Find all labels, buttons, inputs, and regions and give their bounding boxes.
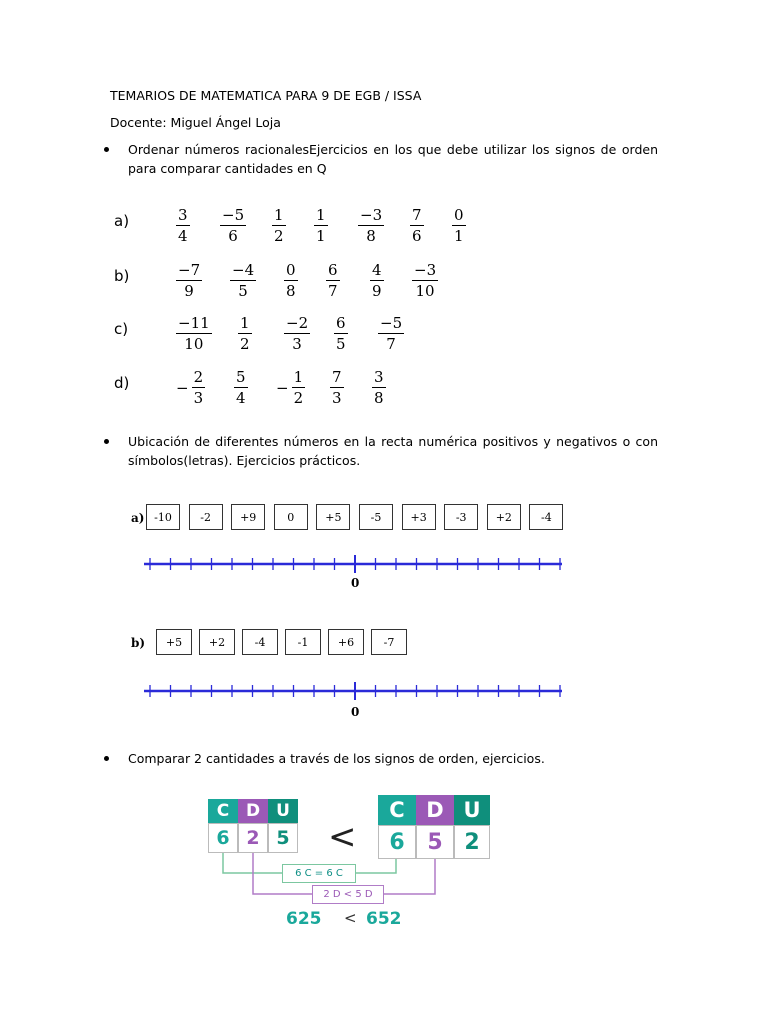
left-digit-d: 2 [238, 823, 268, 853]
fraction-bar [238, 333, 252, 334]
denominator: 9 [372, 282, 382, 300]
number-box: +6 [328, 629, 364, 655]
number-line [140, 679, 580, 703]
bullet-1 [104, 147, 109, 152]
denominator: 2 [240, 335, 250, 353]
number-box: -3 [444, 504, 478, 530]
result-right: 652 [366, 909, 402, 929]
fraction [326, 261, 340, 300]
fraction [452, 206, 466, 245]
number-box: -2 [189, 504, 223, 530]
fraction [176, 261, 202, 300]
fraction-bar [452, 225, 466, 226]
denominator: 6 [412, 227, 422, 245]
fraction [314, 206, 328, 245]
zero-label: 0 [351, 705, 360, 719]
fraction-bar [410, 225, 424, 226]
denominator: 1 [454, 227, 464, 245]
number-box: +2 [199, 629, 235, 655]
numerator: −5 [380, 314, 403, 332]
fraction-bar [358, 225, 384, 226]
place-value-figure [200, 795, 500, 935]
number-box: -4 [529, 504, 563, 530]
fraction [410, 206, 424, 245]
fraction [220, 206, 246, 245]
fraction [412, 261, 438, 300]
number-box: -10 [146, 504, 180, 530]
denominator: 2 [293, 389, 304, 407]
fraction [330, 368, 344, 407]
denominator: 8 [286, 282, 296, 300]
fraction-bar [334, 333, 348, 334]
zero-label: 0 [351, 576, 360, 590]
number-box: +9 [231, 504, 265, 530]
fraction-bar [230, 280, 256, 281]
right-digit-d: 5 [416, 825, 454, 859]
fraction [176, 206, 190, 245]
bullet-2 [104, 439, 109, 444]
numerator: 7 [332, 368, 342, 386]
numerator: 7 [412, 206, 422, 224]
numerator: 6 [336, 314, 346, 332]
fraction [176, 368, 205, 407]
denominator: 3 [292, 335, 302, 353]
denominator: 2 [274, 227, 284, 245]
right-header-c: C [378, 795, 416, 825]
number-box: -4 [242, 629, 278, 655]
number-line-label: a) [131, 511, 145, 525]
denominator: 3 [332, 389, 342, 407]
minus-sign: − [276, 378, 289, 397]
compare-hundreds: 6 C = 6 C [282, 864, 356, 883]
document-title: TEMARIOS DE MATEMATICA PARA 9 DE EGB / ISSA [110, 88, 422, 103]
denominator: 10 [184, 335, 204, 353]
fraction [230, 261, 256, 300]
numerator: 4 [372, 261, 382, 279]
fraction [176, 314, 212, 353]
fraction [238, 314, 252, 353]
fraction-bar [314, 225, 328, 226]
numerator: 1 [240, 314, 250, 332]
fraction [284, 261, 298, 300]
denominator: 5 [336, 335, 346, 353]
denominator: 8 [374, 389, 384, 407]
fraction-bar [378, 333, 404, 334]
numerator: 0 [286, 261, 296, 279]
right-header-u: U [454, 795, 490, 825]
fraction-bar [234, 387, 248, 388]
numerator: −3 [360, 206, 383, 224]
denominator: 7 [386, 335, 396, 353]
numerator: −5 [222, 206, 245, 224]
fraction-bar [284, 333, 310, 334]
fraction-bar [176, 333, 212, 334]
fraction [234, 368, 248, 407]
fraction-bar [326, 280, 340, 281]
fraction-bar [272, 225, 286, 226]
denominator: 9 [184, 282, 194, 300]
number-box: -7 [371, 629, 407, 655]
fraction [276, 368, 305, 407]
number-box: +3 [402, 504, 436, 530]
fraction [272, 206, 286, 245]
denominator: 5 [238, 282, 248, 300]
bullet-3 [104, 756, 109, 761]
number-box: -5 [359, 504, 393, 530]
fraction [378, 314, 404, 353]
number-box: +2 [487, 504, 521, 530]
number-box: +5 [316, 504, 350, 530]
numerator: 6 [328, 261, 338, 279]
right-header-d: D [416, 795, 454, 825]
fraction-row-label: b) [114, 267, 130, 285]
numerator: 3 [374, 368, 384, 386]
denominator: 1 [316, 227, 326, 245]
number-box: 0 [274, 504, 308, 530]
fraction-bar [412, 280, 438, 281]
numerator: 1 [293, 368, 304, 386]
fraction [358, 206, 384, 245]
left-header-d: D [238, 799, 268, 823]
minus-sign: − [176, 378, 189, 397]
number-line [140, 552, 580, 576]
numerator: 3 [178, 206, 188, 224]
teacher-name: Docente: Miguel Ángel Loja [110, 115, 281, 130]
fraction [284, 314, 310, 353]
number-line-label: b) [131, 636, 146, 650]
right-digit-u: 2 [454, 825, 490, 859]
numerator: −11 [178, 314, 210, 332]
numerator: −4 [232, 261, 255, 279]
denominator: 4 [236, 389, 246, 407]
fraction-bar [192, 387, 206, 388]
numerator: 2 [193, 368, 204, 386]
numerator: 0 [454, 206, 464, 224]
denominator: 8 [366, 227, 376, 245]
right-digit-c: 6 [378, 825, 416, 859]
fraction-bar [220, 225, 246, 226]
number-box: -1 [285, 629, 321, 655]
fraction [372, 368, 386, 407]
denominator: 4 [178, 227, 188, 245]
numerator: 1 [274, 206, 284, 224]
left-digit-c: 6 [208, 823, 238, 853]
denominator: 6 [228, 227, 238, 245]
fraction-bar [284, 280, 298, 281]
numerator: −2 [286, 314, 309, 332]
fraction-bar [176, 280, 202, 281]
numerator: −7 [178, 261, 201, 279]
number-box: +5 [156, 629, 192, 655]
left-digit-u: 5 [268, 823, 298, 853]
denominator: 10 [415, 282, 435, 300]
topic-3: Comparar 2 cantidades a través de los signos de orden, ejercicios. [128, 751, 545, 766]
result-left: 625 [286, 909, 322, 929]
fraction-bar [176, 225, 190, 226]
topic-2: Ubicación de diferentes números en la recta numérica positivos y negativos o con símbolos(letras). Ejercicios prácticos. [128, 434, 658, 468]
denominator: 7 [328, 282, 338, 300]
numerator: −3 [414, 261, 437, 279]
fraction-bar [370, 280, 384, 281]
fraction-bar [292, 387, 306, 388]
fraction-row-label: c) [114, 320, 129, 338]
compare-tens: 2 D < 5 D [312, 885, 384, 904]
numerator: 1 [316, 206, 326, 224]
left-header-u: U [268, 799, 298, 823]
fraction [370, 261, 384, 300]
fraction [334, 314, 348, 353]
fraction-row-label: a) [114, 212, 130, 230]
result-sign: < [344, 909, 357, 927]
left-header-c: C [208, 799, 238, 823]
fraction-row-label: d) [114, 374, 130, 392]
numerator: 5 [236, 368, 246, 386]
topic-1: Ordenar números racionalesEjercicios en los que debe utilizar los signos de orden para comparar cantidades en Q [128, 142, 658, 176]
fraction-bar [330, 387, 344, 388]
fraction-bar [372, 387, 386, 388]
denominator: 3 [193, 389, 204, 407]
comparison-sign: < [328, 817, 357, 857]
